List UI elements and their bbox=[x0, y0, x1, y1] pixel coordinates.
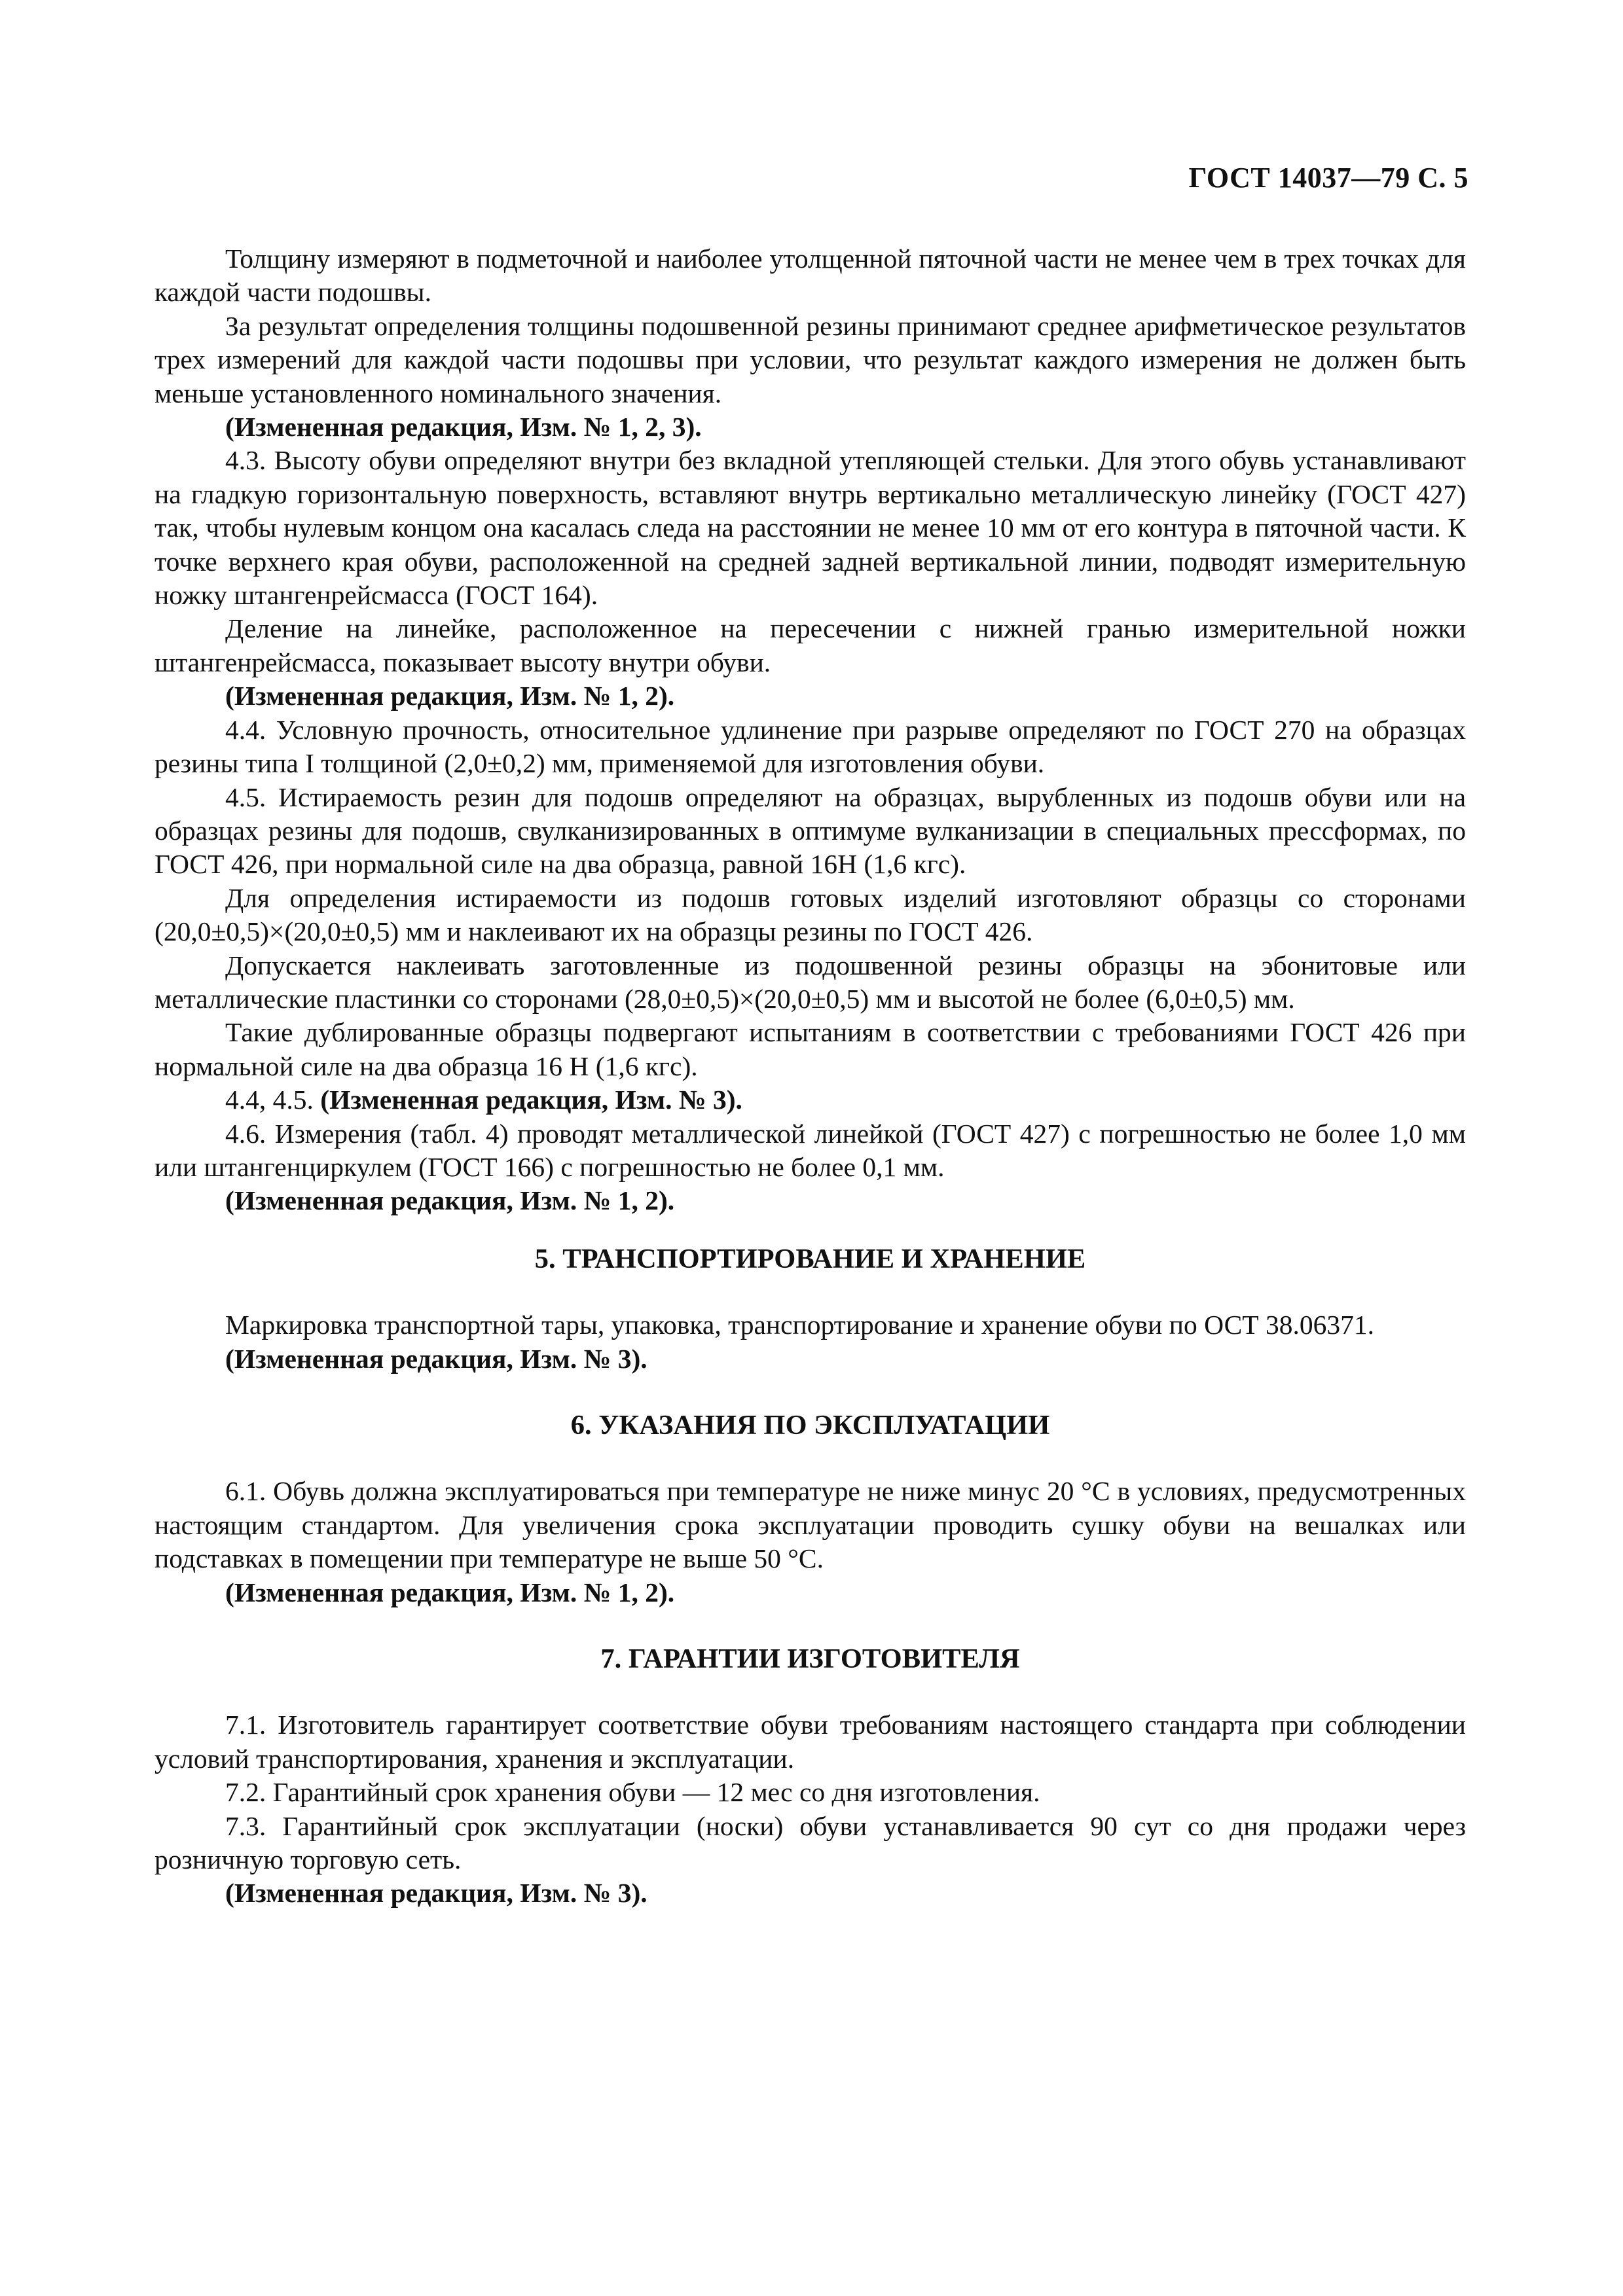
paragraph: Для определения истираемости из подошв готовых изделий изготовляют образцы со сторонами (20,0±0,5)×(20,0±0,5) мм и наклеивают их на образцы резины по ГОСТ 426. bbox=[155, 882, 1466, 947]
amendment-note: (Измененная редакция, Изм. № 1, 2). bbox=[225, 681, 675, 711]
section-heading-7: 7. ГАРАНТИИ ИЗГОТОВИТЕЛЯ bbox=[600, 1643, 1020, 1675]
paragraph: За результат определения толщины подошвенной резины принимают среднее арифметическое результатов трех измерений для каждой части подошвы при условии, что результат каждого измерения не должен быть меньше установленного номинального значения. bbox=[155, 310, 1466, 408]
paragraph-4-6: 4.6. Измерения (табл. 4) проводят металлической линейкой (ГОСТ 427) с погрешностью не более 1,0 мм или штангенциркулем (ГОСТ 166) с погрешностью не более 0,1 мм. bbox=[155, 1118, 1466, 1182]
amendment-note: (Измененная редакция, Изм. № 1, 2). bbox=[225, 1185, 675, 1216]
paragraph-7-2: 7.2. Гарантийный срок хранения обуви — 12 мес со дня изготовления. bbox=[225, 1777, 1040, 1808]
paragraph-7-3: 7.3. Гарантийный срок эксплуатации (носки) обуви устанавливается 90 сут со дня продажи через розничную торговую сеть. bbox=[155, 1810, 1466, 1875]
amendment-note: (Измененная редакция, Изм. № 1, 2, 3). bbox=[225, 412, 702, 442]
amendment-note: (Измененная редакция, Изм. № 3). bbox=[225, 1343, 647, 1374]
amendment-note: (Измененная редакция, Изм. № 3). bbox=[225, 1878, 647, 1909]
paragraph: Маркировка транспортной тары, упаковка, транспортирование и хранение обуви по ОСТ 38.06371. bbox=[225, 1310, 1374, 1340]
section-heading-5: 5. ТРАНСПОРТИРОВАНИЕ И ХРАНЕНИЕ bbox=[534, 1243, 1086, 1274]
amendment-note: (Измененная редакция, Изм. № 3). bbox=[320, 1085, 742, 1115]
paragraph: Такие дублированные образцы подвергают испытаниям в соответствии с требованиями ГОСТ 426 при нормальной силе на два образца 16 Н (1,6 кгс). bbox=[155, 1017, 1466, 1081]
paragraph-4-5: 4.5. Истираемость резин для подошв определяют на образцах, вырубленных из подошв обуви или на образцах резины для подошв, свулканизированных в оптимуме вулканизации в специальных прессформах, по ГОСТ 426, при нормальной силе на два образца, равной 16Н (1,6 кгс). bbox=[155, 781, 1466, 880]
document-body bbox=[155, 242, 1466, 1910]
amendment-note: (Измененная редакция, Изм. № 1, 2). bbox=[225, 1577, 675, 1607]
paragraph: Допускается наклеивать заготовленные из подошвенной резины образцы на эбонитовые или металлические пластинки со сторонами (28,0±0,5)×(20,0±0,5) мм и высотой не более (6,0±0,5) мм. bbox=[155, 950, 1466, 1014]
paragraph-6-1: 6.1. Обувь должна эксплуатироваться при температуре не ниже минус 20 °С в условиях, предусмотренных настоящим стандартом. Для увеличения срока эксплуатации проводить сушку обуви на вешалках или подставках в помещении при температуре не выше 50 °С. bbox=[155, 1476, 1466, 1574]
amendment-items: 4.4, 4.5. bbox=[225, 1085, 321, 1115]
section-heading-6: 6. УКАЗАНИЯ ПО ЭКСПЛУАТАЦИИ bbox=[570, 1410, 1050, 1441]
paragraph-7-1: 7.1. Изготовитель гарантирует соответствие обуви требованиям настоящего стандарта при соблюдении условий транспортирования, хранения и эксплуатации. bbox=[155, 1710, 1466, 1774]
paragraph: Толщину измеряют в подметочной и наиболее утолщенной пяточной части не менее чем в трех точках для каждой части подошвы. bbox=[155, 243, 1466, 308]
paragraph: Деление на линейке, расположенное на пересечении с нижней гранью измерительной ножки штангенрейсмасса, показывает высоту внутри обуви. bbox=[155, 613, 1466, 677]
page-header: ГОСТ 14037—79 С. 5 bbox=[1188, 162, 1468, 194]
paragraph-4-3: 4.3. Высоту обуви определяют внутри без вкладной утепляющей стельки. Для этого обувь устанавливают на гладкую горизонтальную поверхность, вставляют внутрь вертикально металлическую линейку (ГОСТ 427) так, чтобы нулевым концом она касалась следа на расстоянии не менее 10 мм от его контура в пяточной части. К точке верхнего края обуви, расположенной на средней задней вертикальной линии, подводят измерительную ножку штангенрейсмасса (ГОСТ 164). bbox=[155, 445, 1466, 611]
paragraph-4-4: 4.4. Условную прочность, относительное удлинение при разрыве определяют по ГОСТ 270 на образцах резины типа I толщиной (2,0±0,2) мм, применяемой для изготовления обуви. bbox=[155, 714, 1466, 779]
amendment-reference bbox=[155, 1083, 1466, 1117]
